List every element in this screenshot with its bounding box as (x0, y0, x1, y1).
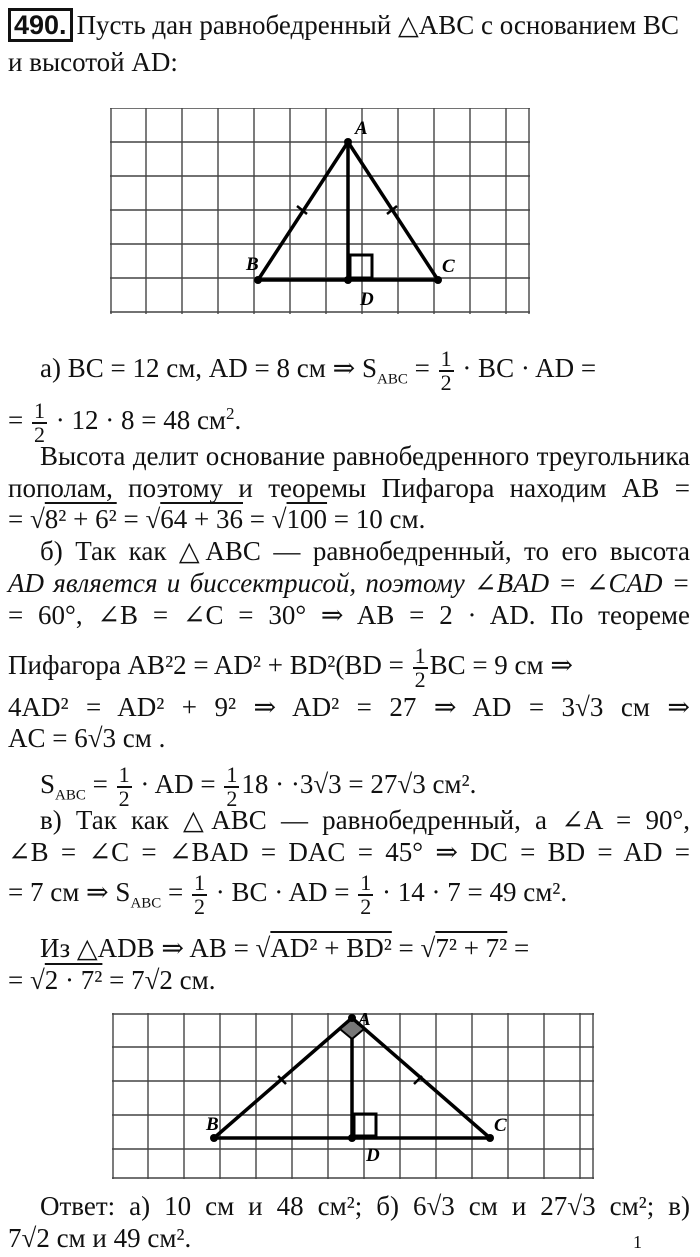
page-mark: 1 (633, 1232, 642, 1252)
part-b-line-1: б) Так как △ABC — равнобедренный, то его высота (40, 536, 690, 566)
part-b-line-5: 4AD² = AD² + 9² ⇒ AD² = 27 ⇒ AD = 3√3 см ⇒ (8, 692, 690, 722)
part-c-line-5: = √2 · 7² = 7√2 см. (8, 965, 216, 995)
part-a-line-4: пополам, поэтому и теоремы Пифагора находим AB = (8, 473, 690, 503)
right-angle-mark-1 (350, 255, 372, 278)
right-angle-mark-d (354, 1114, 376, 1136)
part-c-line-3: = 7 см ⇒ $S_{ABC}$ = $\frac{1}{2}$ · BC · AD = $\frac{1}{2}$ · 14 · 7 = 49 см². (8, 870, 568, 919)
vertex-label-a-1: A (355, 118, 368, 139)
part-b-line-2: AD является и биссектрисой, поэтому ∠BAD = ∠CAD = (8, 568, 690, 598)
figure-triangle-2 (112, 1013, 594, 1179)
vertex-label-c-1: C (442, 256, 455, 277)
vertex-label-c-2: C (494, 1115, 507, 1136)
part-c-line-2: ∠B = ∠C = ∠BAD = DAC = 45° ⇒ DC = BD = AD = (8, 837, 690, 867)
part-b-line-4: Пифагора AB²2 = AD² + BD²(BD = $\frac{1}{2}$ BC = 9 см ⇒ (8, 643, 573, 692)
vertex-label-a-2: A (358, 1013, 371, 1030)
answer-line-1: Ответ: а) 10 см и 48 см²; б) 6√3 см и 27√3 см²; в) (40, 1191, 690, 1221)
figure-triangle-1 (110, 108, 530, 314)
triangle-1 (256, 142, 440, 280)
grid-1 (110, 108, 530, 314)
part-a-line-5: = √8² + 6² = √64 + 36 = √100 = 10 см. (8, 504, 426, 534)
fraction: $\frac{1}{2}$ (440, 346, 452, 395)
part-b-line-7: $S_{ABC}$ = $\frac{1}{2}$ · AD = $\frac{1}{2}$ 18 · ·3√3 = 27√3 см². (40, 762, 477, 811)
vertex-label-b-1: B (246, 254, 259, 275)
part-b-line-3: = 60°, ∠B = ∠C = 30° ⇒ AB = 2 · AD. По теореме (8, 600, 690, 630)
part-a-line-1: а) BC = 12 см, AD = 8 см ⇒ $S_{ABC}$ = $\frac{1}{2}$ · BC · AD = (40, 346, 597, 395)
part-c-line-1: в) Так как △ABC — равнобедренный, а ∠A = 90°, (40, 805, 690, 835)
problem-number: 490. (8, 8, 73, 42)
vertex-label-d-1: D (360, 289, 374, 310)
vertex-label-b-2: B (206, 1114, 219, 1135)
part-c-line-4: Из △ADB ⇒ AB = √AD² + BD² = √7² + 7² = (40, 933, 530, 963)
intro-text-1: Пусть дан равнобедренный △ABC с основанием BC (76, 10, 679, 40)
vertex-label-d-2: D (366, 1145, 380, 1166)
intro-line-1 (8, 8, 690, 42)
answer-line-2: 7√2 см и 49 см². (8, 1223, 192, 1253)
part-a-line-3: Высота делит основание равнобедренного треугольника (40, 441, 690, 471)
intro-line-2: и высотой AD: (8, 47, 178, 77)
part-a-line-2: = $\frac{1}{2}$ · 12 · 8 = 48 $см^2$. (8, 398, 242, 447)
part-b-line-6: AC = 6√3 см . (8, 723, 166, 753)
